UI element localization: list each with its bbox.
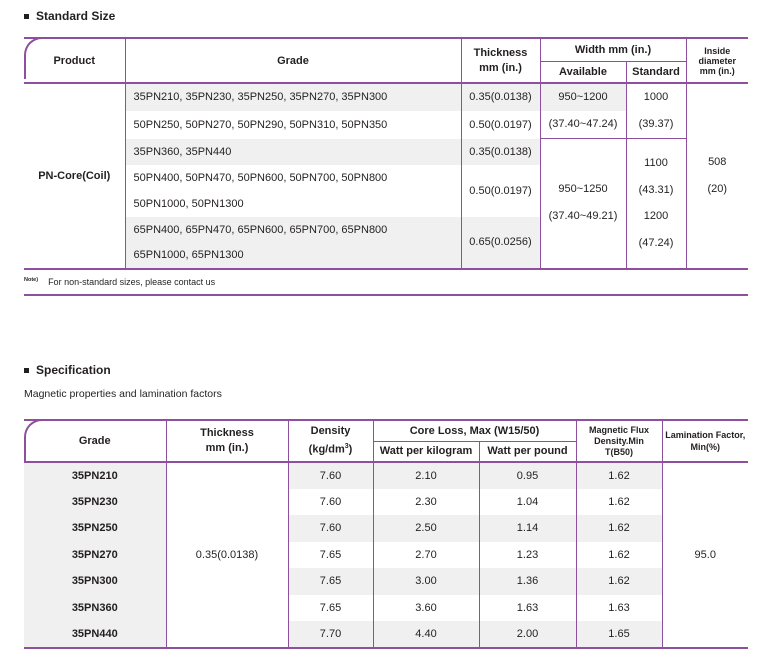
density-cell: 7.65 [288, 595, 373, 622]
specification-title [24, 363, 111, 377]
header-product: Product [24, 38, 125, 83]
inside-diameter-value: (20) [707, 182, 728, 195]
density-cell: 7.65 [288, 568, 373, 595]
grade-cell: 35PN270 [24, 542, 166, 569]
table-row [24, 595, 748, 622]
density-cell: 7.60 [288, 515, 373, 542]
header-grade: Grade [24, 420, 166, 462]
specification-subtitle: Magnetic properties and lamination factors [24, 388, 222, 400]
inside-diameter-cell [686, 83, 748, 269]
standard-cell-1 [626, 83, 686, 139]
specification-table [24, 419, 748, 649]
available-value: 950~1250 [558, 183, 608, 196]
note-text: For non-standard sizes, please contact us [48, 277, 216, 287]
available-cell-2 [540, 139, 626, 269]
header-standard: Standard [626, 61, 686, 83]
density-cell: 7.60 [288, 489, 373, 516]
standard-size-title-text: Standard Size [36, 9, 116, 23]
inside-diameter-value: 508 [708, 155, 727, 168]
lamination-cell: 95.0 [662, 462, 748, 648]
specification-body [24, 462, 748, 648]
watt-lb-cell: 1.23 [479, 542, 576, 569]
available-cell: 950~1200 [540, 83, 626, 111]
standard-value: 1000 [643, 91, 669, 103]
header-density-label: Density [310, 425, 351, 438]
watt-lb-cell: 1.63 [479, 595, 576, 622]
available-value: (37.40~49.21) [548, 210, 618, 223]
standard-cell-2 [626, 139, 686, 269]
table-row [24, 462, 748, 489]
standard-value: (47.24) [638, 236, 674, 249]
header-thickness-label: Thickness [200, 427, 254, 439]
table-row [24, 489, 748, 516]
watt-kg-cell: 2.50 [373, 515, 479, 542]
header-flux [576, 420, 662, 462]
watt-kg-cell: 2.70 [373, 542, 479, 569]
flux-cell: 1.62 [576, 542, 662, 569]
thickness-cell: 0.35(0.0138) [461, 83, 540, 111]
note [24, 277, 215, 287]
grade-row: 35PN210, 35PN230, 35PN250, 35PN270, 35PN300 [125, 83, 461, 111]
table-row [24, 515, 748, 542]
header-lamination-2: Min(%) [690, 442, 720, 452]
header-thickness-unit: mm (in.) [479, 61, 522, 74]
header-width: Width mm (in.) [540, 38, 686, 61]
bullet-icon [24, 368, 29, 373]
grade-row: 50PN250, 50PN270, 50PN290, 50PN310, 50PN350 [125, 111, 461, 139]
header-core-loss: Core Loss, Max (W15/50) [373, 420, 576, 441]
watt-lb-cell: 1.04 [479, 489, 576, 516]
note-label: Note) [24, 277, 39, 283]
watt-lb-cell: 1.14 [479, 515, 576, 542]
watt-kg-cell: 2.10 [373, 462, 479, 489]
header-watt-kg: Watt per kilogram [373, 441, 479, 462]
header-inside-diameter-3: mm (in.) [699, 65, 735, 76]
watt-lb-cell: 2.00 [479, 621, 576, 648]
grade-cell: 35PN230 [24, 489, 166, 516]
grade-cell: 35PN360 [24, 595, 166, 622]
thickness-cell: 0.50(0.0197) [461, 165, 540, 217]
header-density-unit [289, 439, 373, 458]
header-inside-diameter-2: diameter [698, 55, 737, 66]
header-grade: Grade [125, 38, 461, 83]
header-inside-diameter [686, 38, 748, 83]
header-flux-2: Density.Min [594, 435, 644, 446]
header-lamination [662, 420, 748, 462]
header-lamination-1: Lamination Factor, [665, 430, 746, 440]
grade-row: 50PN1000, 50PN1300 [125, 191, 461, 217]
header-thickness-label: Thickness [473, 46, 528, 59]
density-unit-close: ) [348, 443, 353, 456]
density-unit-text: (kg/dm [308, 443, 345, 456]
watt-lb-cell: 0.95 [479, 462, 576, 489]
density-cell: 7.70 [288, 621, 373, 648]
watt-kg-cell: 4.40 [373, 621, 479, 648]
grade-cell: 35PN300 [24, 568, 166, 595]
standard-value: 1100 [644, 157, 668, 170]
standard-size-table [24, 37, 748, 270]
flux-cell: 1.62 [576, 462, 662, 489]
grade-cell: 35PN210 [24, 462, 166, 489]
watt-lb-cell: 1.36 [479, 568, 576, 595]
standard-value: (39.37) [638, 118, 674, 130]
table-row [24, 621, 748, 648]
watt-kg-cell: 3.60 [373, 595, 479, 622]
grade-row: 65PN400, 65PN470, 65PN600, 65PN700, 65PN800 [125, 217, 461, 243]
header-flux-3: T(B50) [604, 446, 633, 457]
header-thickness [166, 420, 288, 462]
flux-cell: 1.65 [576, 621, 662, 648]
density-unit-sup: 3 [344, 443, 349, 451]
standard-value: 1200 [643, 210, 669, 223]
available-cell: (37.40~47.24) [540, 111, 626, 139]
table-row [24, 568, 748, 595]
grade-cell: 35PN440 [24, 621, 166, 648]
specification-title-text: Specification [36, 363, 111, 377]
thickness-cell: 0.35(0.0138) [166, 462, 288, 648]
density-cell: 7.60 [288, 462, 373, 489]
grade-cell: 35PN250 [24, 515, 166, 542]
header-density [288, 420, 373, 462]
grade-row: 35PN360, 35PN440 [125, 139, 461, 165]
watt-kg-cell: 2.30 [373, 489, 479, 516]
thickness-cell: 0.35(0.0138) [461, 139, 540, 165]
flux-cell: 1.62 [576, 515, 662, 542]
note-divider [24, 294, 748, 296]
flux-cell: 1.62 [576, 568, 662, 595]
header-available: Available [540, 61, 626, 83]
density-cell: 7.65 [288, 542, 373, 569]
flux-cell: 1.62 [576, 489, 662, 516]
header-flux-1: Magnetic Flux [588, 424, 649, 435]
thickness-cell: 0.65(0.0256) [461, 217, 540, 269]
thickness-cell: 0.50(0.0197) [461, 111, 540, 139]
header-thickness [461, 38, 540, 83]
grade-row: 65PN1000, 65PN1300 [125, 243, 461, 269]
grade-row: 50PN400, 50PN470, 50PN600, 50PN700, 50PN800 [125, 165, 461, 191]
header-thickness-unit: mm (in.) [205, 442, 249, 454]
standard-size-title [24, 9, 115, 23]
bullet-icon [24, 14, 29, 19]
header-inside-diameter-1: Inside [704, 45, 731, 56]
header-watt-lb: Watt per pound [479, 441, 576, 462]
flux-cell: 1.63 [576, 595, 662, 622]
standard-value: (43.31) [638, 183, 674, 196]
product-cell: PN-Core(Coil) [24, 83, 125, 269]
watt-kg-cell: 3.00 [373, 568, 479, 595]
table-row [24, 542, 748, 569]
